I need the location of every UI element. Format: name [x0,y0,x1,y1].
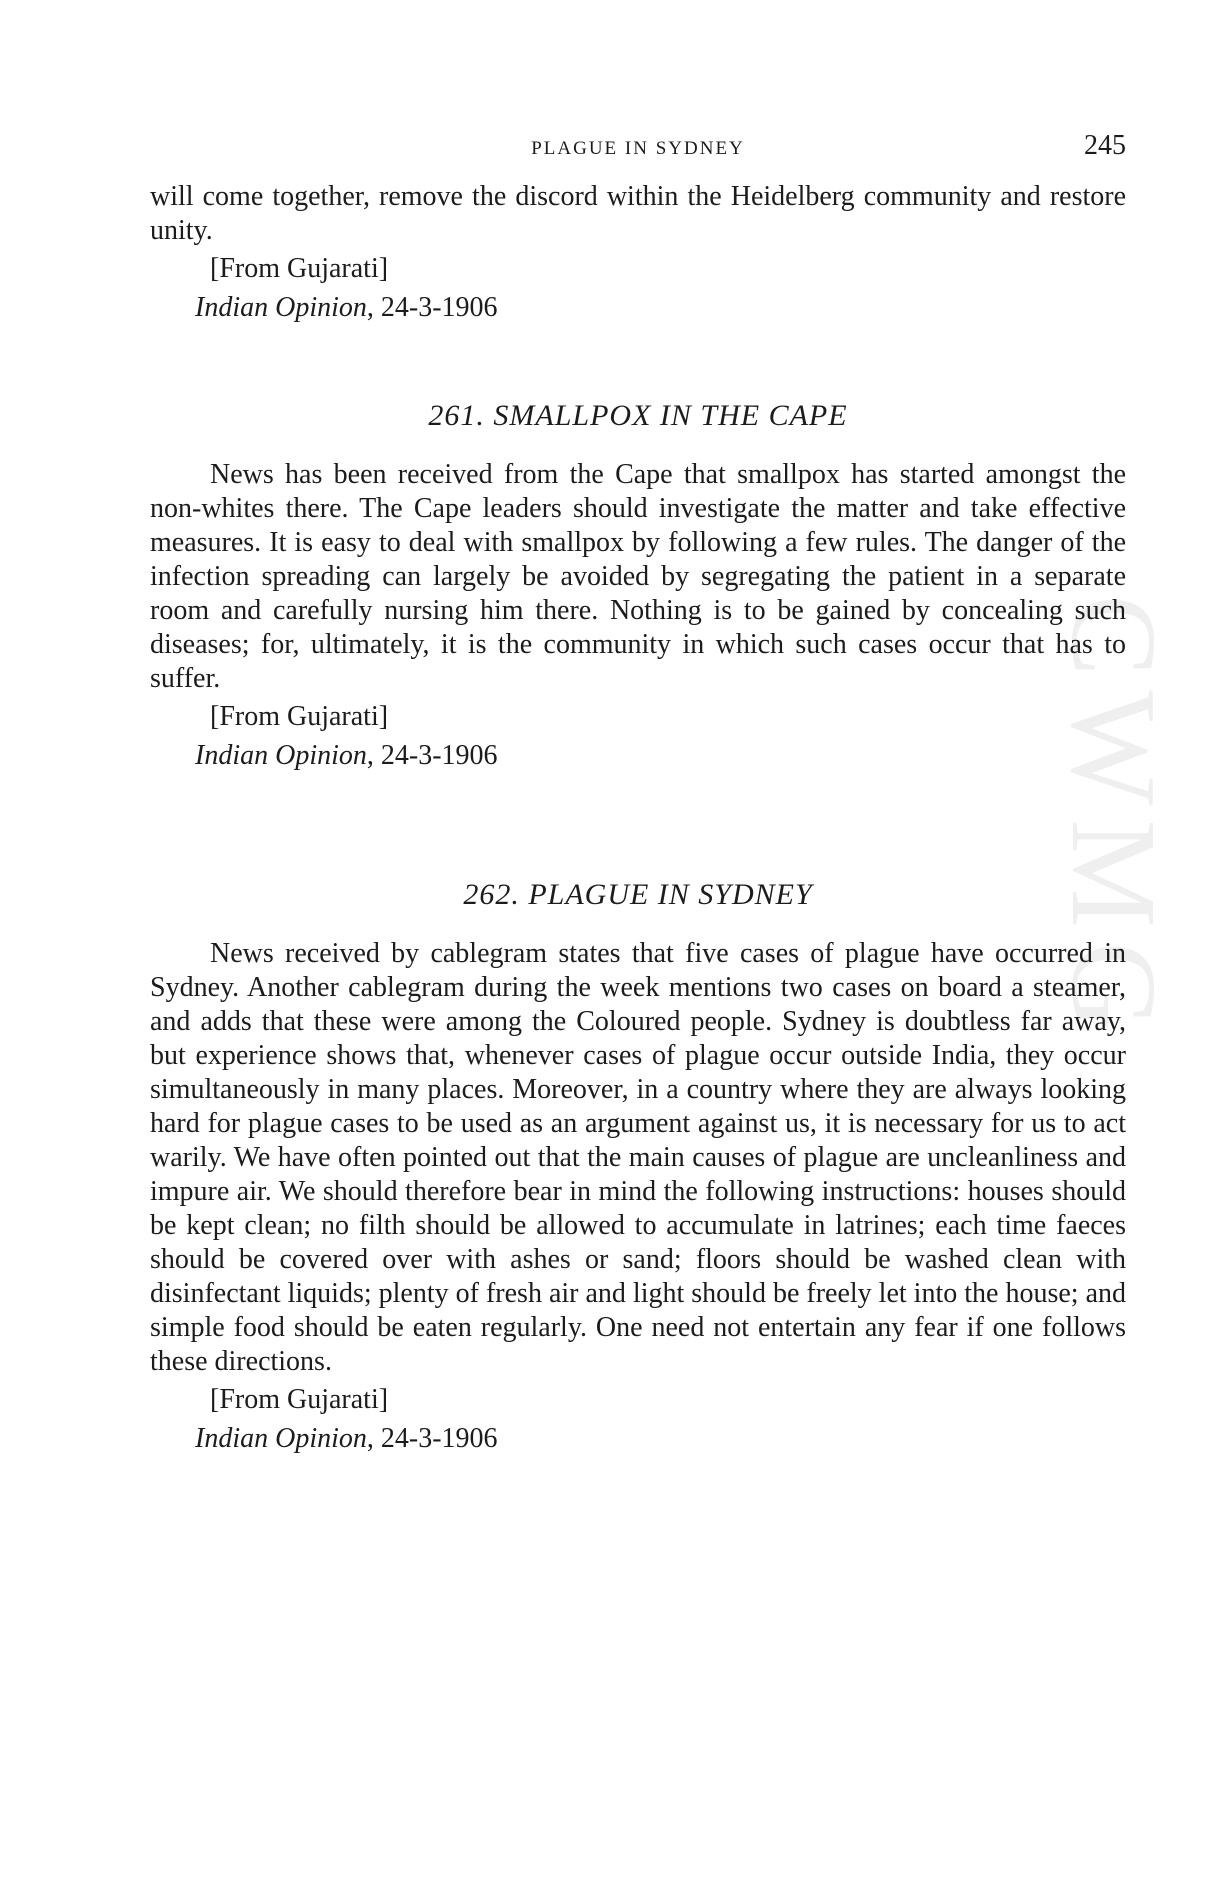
running-title: PLAGUE IN SYDNEY [531,138,745,159]
running-head [150,130,1126,164]
continuation-paragraph: will come together, remove the discord within the Heidelberg community and restore unity. [150,181,1126,246]
citation [150,288,1126,328]
citation-date: , 24-3-1906 [366,1423,498,1454]
citation-title: Indian Opinion [195,1423,367,1454]
citation-title: Indian Opinion [195,740,367,771]
citation-date: , 24-3-1906 [366,292,498,323]
section-heading-262: 262. PLAGUE IN SYDNEY [463,878,813,911]
citation-date: , 24-3-1906 [366,740,498,771]
continuation-block [150,180,1126,328]
section-261-citation [150,736,1126,776]
section-261 [150,458,1126,776]
section-heading-261: 261. SMALLPOX IN THE CAPE [428,399,848,432]
watermark-text: CWMG [1046,595,1181,1045]
section-261-source: [From Gujarati] [210,701,389,732]
source-note: [From Gujarati] [210,253,389,284]
section-261-body: News has been received from the Cape that smallpox has started amongst the non-whites there. The Cape leaders should investigate the matter and take effective measures. It is easy to deal with smallpox by following a few rules. The danger of the infection spreading can largely be avoided by segregating the patient in a separate room and carefully nursing him there. Nothing is to be gained by concealing such diseases; for, ultimately, it is the community in which such cases occur that has to suffer. [150,459,1126,694]
citation-title: Indian Opinion [195,292,367,323]
page-number: 245 [1084,130,1126,161]
section-262-citation [150,1419,1126,1459]
section-262-source: [From Gujarati] [210,1384,389,1415]
section-262-body: News received by cablegram states that five cases of plague have occurred in Sydney. Another cablegram during the week mentions two cases on board a steamer, and adds that these were among the Coloured people. Sydney is doubtless far away, but experience shows that, whenever cases of plague occur outside India, they occur simultaneously in many places. Moreover, in a country where they are always looking hard for plague cases to be used as an argument against us, it is necessary for us to act warily. We have often pointed out that the main causes of plague are uncleanliness and impure air. We should therefore bear in mind the following instructions: houses should be kept clean; no filth should be allowed to accumulate in latrines; each time faeces should be covered over with ashes or sand; floors should be washed clean with disinfectant liquids; plenty of fresh air and light should be freely let into the house; and simple food should be eaten regularly. One need not entertain any fear if one follows these directions. [150,938,1126,1377]
section-262 [150,937,1126,1459]
